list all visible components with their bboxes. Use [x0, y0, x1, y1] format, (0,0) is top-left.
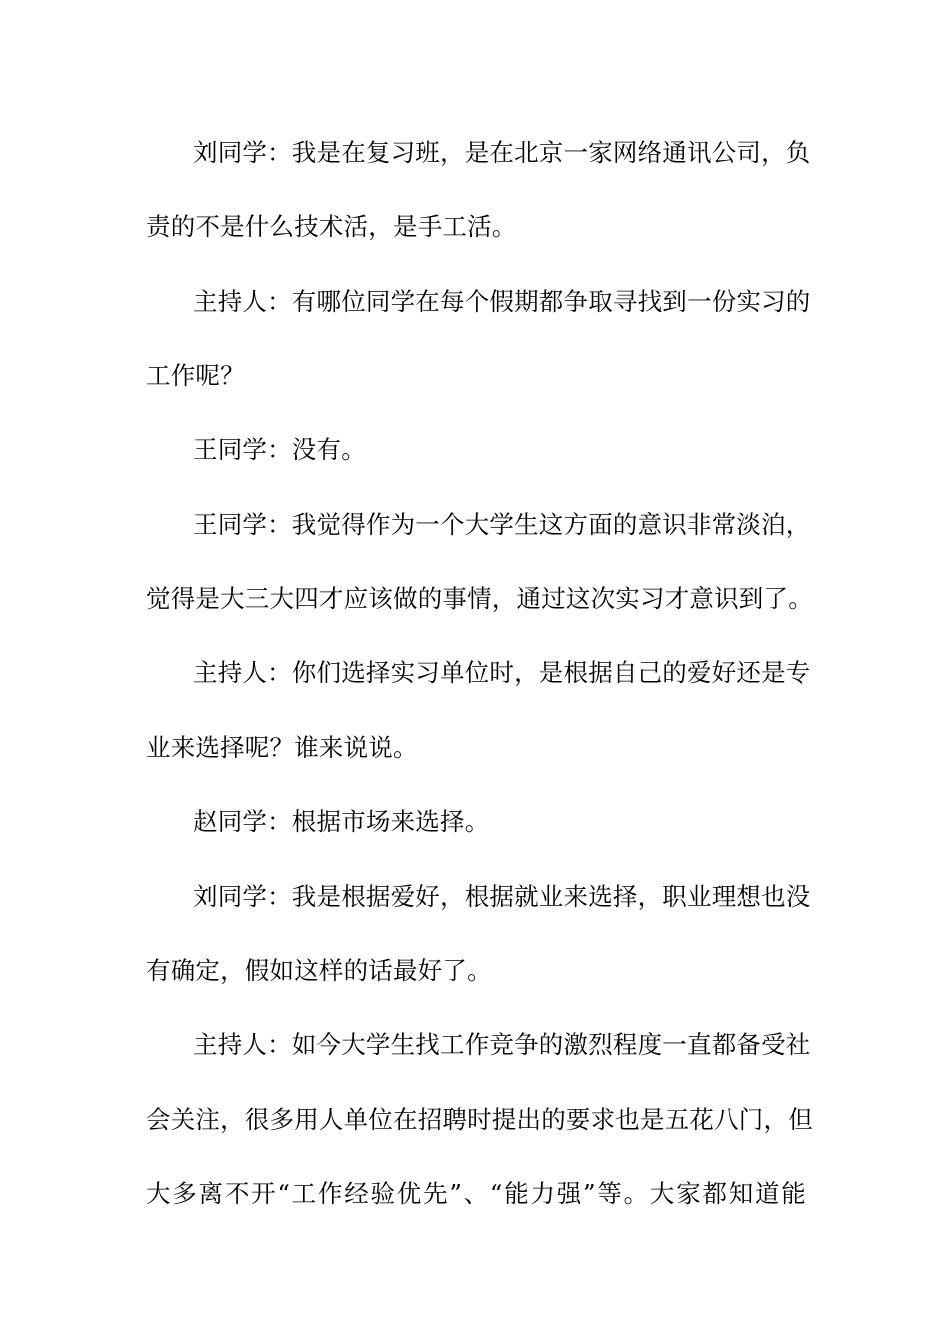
paragraph-line: 赵同学：根据市场来选择。 [193, 807, 490, 836]
paragraph-line: 王同学：没有。 [193, 435, 366, 464]
paragraph-line: 业来选择呢？谁来说说。 [146, 733, 418, 762]
paragraph-line: 有确定，假如这样的话最好了。 [146, 956, 492, 985]
paragraph-line: 主持人：你们选择实习单位时，是根据自己的爱好还是专 [193, 658, 811, 687]
paragraph-line: 会关注，很多用人单位在招聘时提出的要求也是五花八门，但 [146, 1105, 813, 1134]
paragraph-line: 刘同学：我是根据爱好，根据就业来选择，职业理想也没 [193, 882, 811, 911]
paragraph-line: 大多离不开“工作经验优先”、“能力强”等。大家都知道能 [146, 1179, 806, 1208]
paragraph-line: 主持人：如今大学生找工作竞争的激烈程度一直都备受社 [193, 1030, 811, 1059]
paragraph-line: 责的不是什么技术活，是手工活。 [146, 212, 517, 241]
paragraph-line: 工作呢？ [146, 361, 245, 390]
paragraph-line: 主持人：有哪位同学在每个假期都争取寻找到一份实习的 [193, 287, 811, 316]
paragraph-line: 王同学：我觉得作为一个大学生这方面的意识非常淡泊， [193, 510, 811, 539]
paragraph-line: 刘同学：我是在复习班，是在北京一家网络通讯公司，负 [193, 138, 811, 167]
paragraph-line: 觉得是大三大四才应该做的事情，通过这次实习才意识到了。 [146, 584, 813, 613]
